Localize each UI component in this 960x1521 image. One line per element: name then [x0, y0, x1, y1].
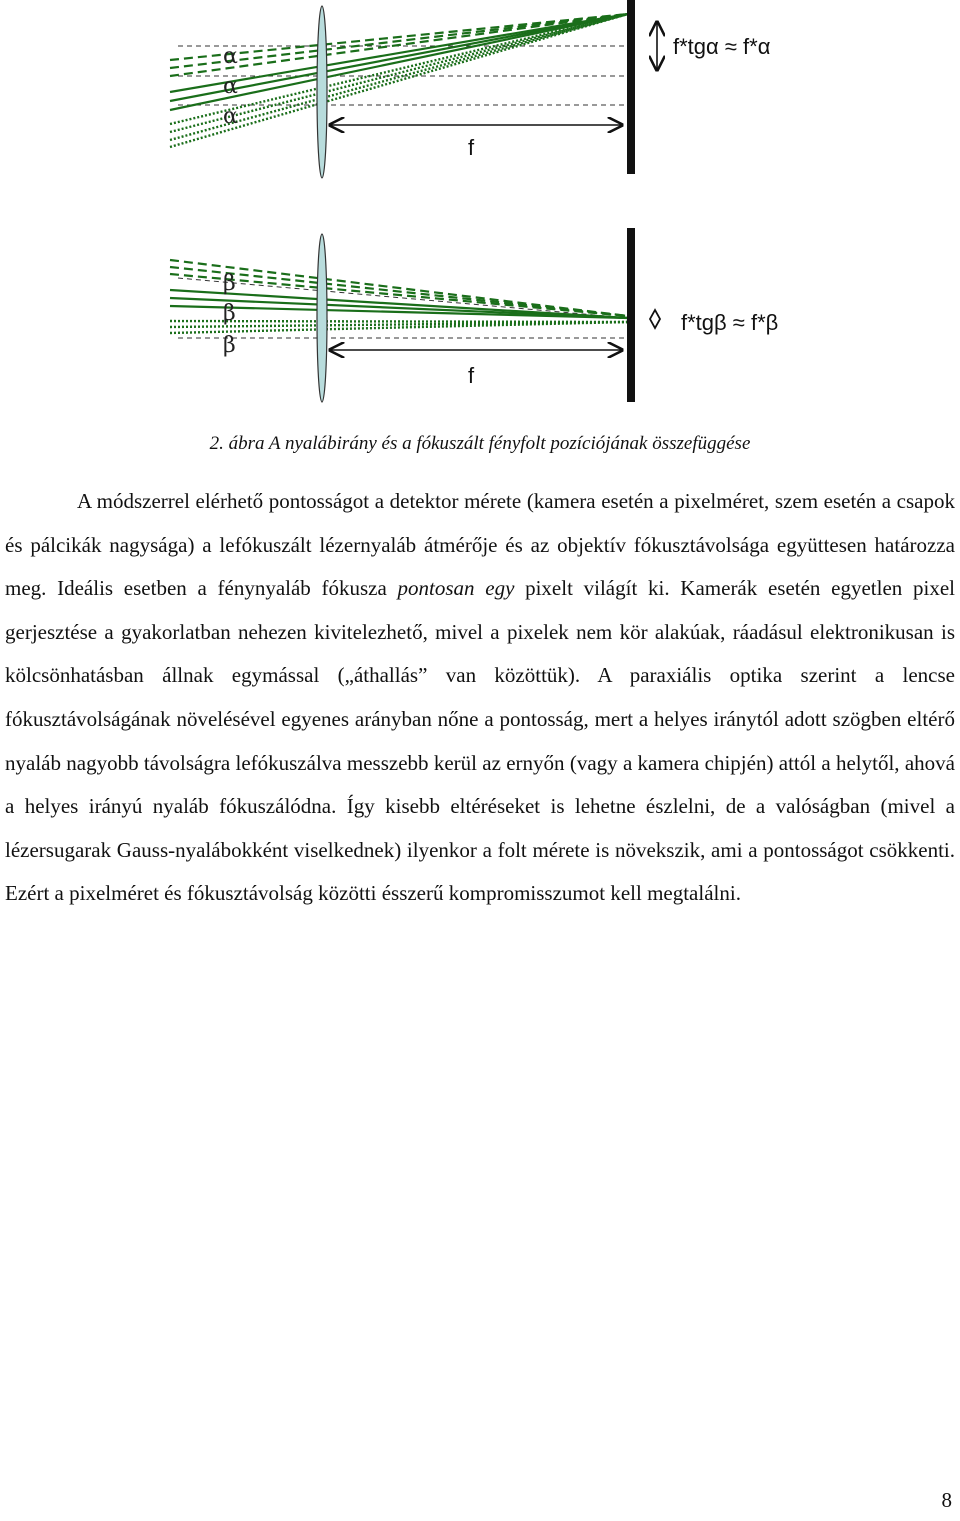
screen	[627, 0, 635, 174]
page-number: 8	[941, 1488, 952, 1512]
angle-symbol: β	[223, 333, 236, 358]
lens	[317, 234, 327, 402]
focal-length-label: f	[468, 135, 475, 160]
body-paragraph	[5, 480, 955, 916]
solid-ray-bundle	[170, 14, 628, 110]
angle-symbol: β	[223, 271, 236, 296]
focal-length-label: f	[468, 363, 475, 388]
top-diagram	[170, 0, 771, 178]
lens	[317, 6, 327, 178]
offset-arrow	[650, 310, 660, 328]
angle-symbol: α	[223, 104, 238, 129]
bottom-diagram	[170, 228, 778, 402]
paragraph-text: pixelt világít ki. Kamerák esetén egyetlen pixel gerjesztése a gyakorlatban nehezen kivitelezhető, mivel a pixelek nem kör alakúak, ráadásul elektronikusan is kölcsönhatásban állnak egymással („áthallás” van közöttük). A paraxiális optika szerint a lencse fókusztávolságának növelésével egyenes arányban nőne a pontosság, mert a helyes iránytól adott szögben eltérő nyaláb nagyobb távolságra lefókuszálva messzebb kerül az ernyőn (vagy a kamera chipjén) attól a helytől, ahová a helyes irányú nyaláb fókuszálódna. Így kisebb eltéréseket is lehetne észlelni, de a valóságban (mivel a lézersugarak Gauss-nyalábokként viselkednek) ilyenkor a folt mérete is növekszik, ami a pontosságot csökkenti. Ezért a pixelméret és fókusztávolság közötti ésszerű kompromisszumot kell megtalálni.	[5, 576, 955, 906]
screen	[627, 228, 635, 402]
dotted-ray-bundle	[170, 321, 628, 333]
paragraph-emphasis: pontosan egy	[397, 576, 515, 601]
optics-figure	[0, 0, 960, 420]
angle-symbol: α	[223, 74, 238, 99]
offset-label: f*tgα ≈ f*α	[673, 34, 771, 59]
angle-symbol: α	[223, 44, 238, 69]
paragraph-text: A módszerrel elérhető pontosságot a detektor mérete (kamera esetén a pixelméret, szem esetén a csapok és pálcikák nagysága) a lefókuszált lézernyaláb átmérője és az objektív fókusztávolsága együttesen határozza meg. Ideális esetben a fénynyaláb fókusza	[5, 489, 955, 601]
dashed-ray-bundle	[170, 14, 628, 76]
angle-symbol: β	[223, 301, 236, 326]
offset-label: f*tgβ ≈ f*β	[681, 310, 779, 335]
figure-caption: 2. ábra A nyalábirány és a fókuszált fényfolt pozíciójának összefüggése	[209, 433, 751, 454]
